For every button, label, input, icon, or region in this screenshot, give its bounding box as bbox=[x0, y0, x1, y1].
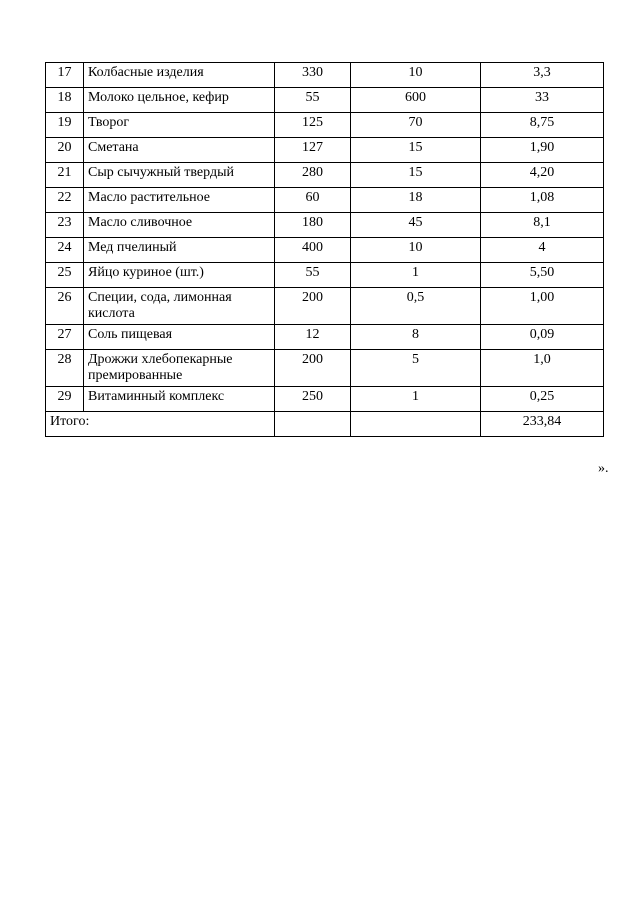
price-cell: 280 bbox=[275, 163, 351, 188]
quantity-cell: 45 bbox=[351, 213, 481, 238]
row-number-cell: 23 bbox=[46, 213, 84, 238]
sum-cell: 0,09 bbox=[481, 325, 604, 350]
item-name-cell: Мед пчелиный bbox=[84, 238, 275, 263]
closing-quote-mark: ». bbox=[598, 461, 609, 476]
quantity-cell: 1 bbox=[351, 263, 481, 288]
price-cell: 12 bbox=[275, 325, 351, 350]
quantity-cell: 1 bbox=[351, 387, 481, 412]
sum-cell: 1,00 bbox=[481, 288, 604, 325]
quantity-cell: 15 bbox=[351, 163, 481, 188]
sum-cell: 0,25 bbox=[481, 387, 604, 412]
row-number-cell: 20 bbox=[46, 138, 84, 163]
item-name-cell: Молоко цельное, кефир bbox=[84, 88, 275, 113]
table-row bbox=[46, 350, 604, 387]
sum-cell: 1,0 bbox=[481, 350, 604, 387]
row-number-cell: 25 bbox=[46, 263, 84, 288]
quantity-cell: 600 bbox=[351, 88, 481, 113]
table-row bbox=[46, 188, 604, 213]
price-cell: 55 bbox=[275, 263, 351, 288]
total-price-cell bbox=[275, 412, 351, 437]
row-number-cell: 29 bbox=[46, 387, 84, 412]
table-row bbox=[46, 163, 604, 188]
sum-cell: 33 bbox=[481, 88, 604, 113]
row-number-cell: 27 bbox=[46, 325, 84, 350]
table-row bbox=[46, 138, 604, 163]
items-table-body bbox=[46, 63, 604, 437]
item-name-cell: Сметана bbox=[84, 138, 275, 163]
price-cell: 400 bbox=[275, 238, 351, 263]
sum-cell: 1,90 bbox=[481, 138, 604, 163]
row-number-cell: 19 bbox=[46, 113, 84, 138]
sum-cell: 8,1 bbox=[481, 213, 604, 238]
total-row bbox=[46, 412, 604, 437]
item-name-cell: Яйцо куриное (шт.) bbox=[84, 263, 275, 288]
table-row bbox=[46, 113, 604, 138]
quantity-cell: 18 bbox=[351, 188, 481, 213]
sum-cell: 1,08 bbox=[481, 188, 604, 213]
table-row bbox=[46, 63, 604, 88]
sum-cell: 4,20 bbox=[481, 163, 604, 188]
quantity-cell: 5 bbox=[351, 350, 481, 387]
item-name-cell: Творог bbox=[84, 113, 275, 138]
price-cell: 55 bbox=[275, 88, 351, 113]
table-row bbox=[46, 387, 604, 412]
table-row bbox=[46, 88, 604, 113]
price-cell: 330 bbox=[275, 63, 351, 88]
item-name-cell: Сыр сычужный твердый bbox=[84, 163, 275, 188]
price-cell: 200 bbox=[275, 350, 351, 387]
price-cell: 127 bbox=[275, 138, 351, 163]
item-name-cell: Дрожжи хлебопекарные премированные bbox=[84, 350, 275, 387]
table-row bbox=[46, 238, 604, 263]
item-name-cell: Соль пищевая bbox=[84, 325, 275, 350]
price-cell: 180 bbox=[275, 213, 351, 238]
row-number-cell: 28 bbox=[46, 350, 84, 387]
item-name-cell: Масло растительное bbox=[84, 188, 275, 213]
quantity-cell: 8 bbox=[351, 325, 481, 350]
row-number-cell: 17 bbox=[46, 63, 84, 88]
item-name-cell: Масло сливочное bbox=[84, 213, 275, 238]
row-number-cell: 26 bbox=[46, 288, 84, 325]
items-table bbox=[45, 62, 604, 437]
row-number-cell: 24 bbox=[46, 238, 84, 263]
quantity-cell: 0,5 bbox=[351, 288, 481, 325]
total-sum-cell: 233,84 bbox=[481, 412, 604, 437]
quantity-cell: 10 bbox=[351, 63, 481, 88]
price-cell: 250 bbox=[275, 387, 351, 412]
item-name-cell: Витаминный комплекс bbox=[84, 387, 275, 412]
item-name-cell: Колбасные изделия bbox=[84, 63, 275, 88]
sum-cell: 4 bbox=[481, 238, 604, 263]
row-number-cell: 21 bbox=[46, 163, 84, 188]
quantity-cell: 15 bbox=[351, 138, 481, 163]
row-number-cell: 22 bbox=[46, 188, 84, 213]
table-row bbox=[46, 288, 604, 325]
quantity-cell: 10 bbox=[351, 238, 481, 263]
sum-cell: 8,75 bbox=[481, 113, 604, 138]
table-row bbox=[46, 325, 604, 350]
price-cell: 125 bbox=[275, 113, 351, 138]
price-cell: 60 bbox=[275, 188, 351, 213]
total-label-cell: Итого: bbox=[46, 412, 275, 437]
table-row bbox=[46, 213, 604, 238]
row-number-cell: 18 bbox=[46, 88, 84, 113]
sum-cell: 5,50 bbox=[481, 263, 604, 288]
table-row bbox=[46, 263, 604, 288]
quantity-cell: 70 bbox=[351, 113, 481, 138]
price-cell: 200 bbox=[275, 288, 351, 325]
item-name-cell: Специи, сода, лимонная кислота bbox=[84, 288, 275, 325]
sum-cell: 3,3 bbox=[481, 63, 604, 88]
total-quantity-cell bbox=[351, 412, 481, 437]
